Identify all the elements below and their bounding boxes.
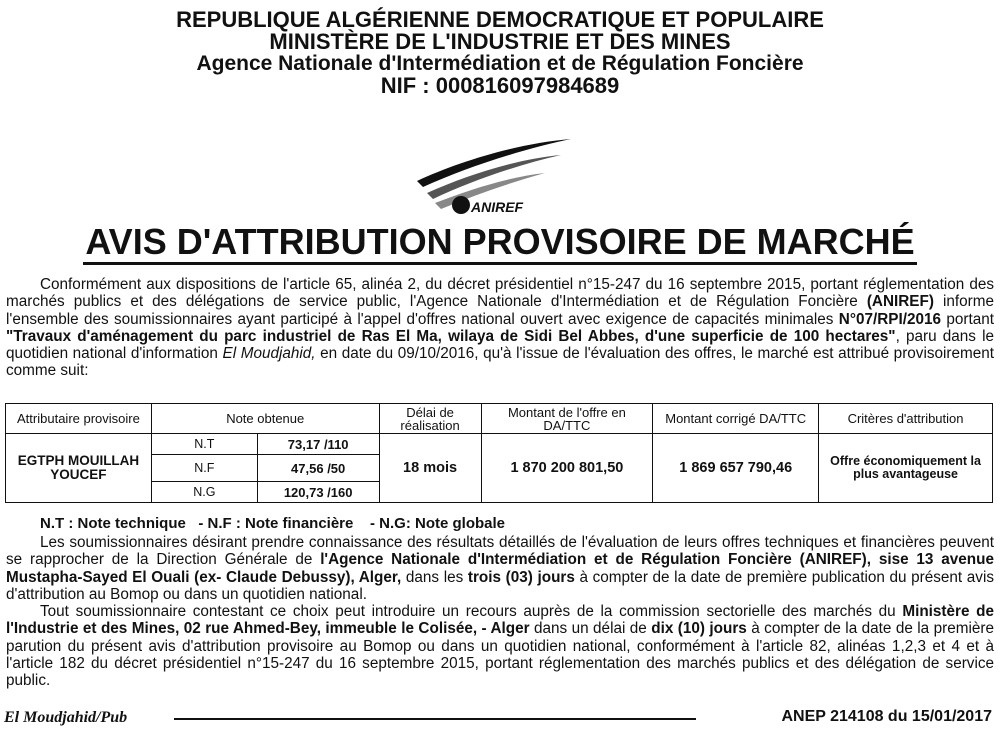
table-header-row	[6, 404, 993, 434]
note-label-nf: N.F	[151, 455, 257, 482]
document-header	[0, 9, 1000, 97]
header-criteres: Critères d'attribution	[819, 404, 993, 434]
body-paragraphs	[6, 534, 994, 690]
header-montant-offre: Montant de l'offre en DA/TTC	[481, 404, 653, 434]
award-table	[5, 403, 993, 503]
intro-paragraph: Conformément aux dispositions de l'article 65, alinéa 2, du décret présidentiel n°15-247 du 16 septembre 2015, portant réglementation des marchés publics et des délégations de service public, l'Agence Nationale d'Intermédiation et de Régulation Foncière (ANIREF) informe l'ensemble des soumissionnaires ayant participé à l'appel d'offres national ouvert avec exigence de capacités minimales N°07/RPI/2016 portant "Travaux d'aménagement du parc industriel de Ras El Ma, wilaya de Sidi Bel Abbes, d'une superficie de 100 hectares", paru dans le quotidien national d'information El Moudjahid, en date du 09/10/2016, qu'à l'issue de l'évaluation des offres, le marché est attribué provisoirement comme suit:	[6, 276, 995, 380]
table-row	[6, 434, 993, 455]
cell-delai: 18 mois	[379, 434, 481, 503]
footer-divider	[174, 718, 696, 720]
agency-line: Agence Nationale d'Intermédiation et de Régulation Foncière	[196, 52, 804, 75]
aniref-logo	[405, 131, 585, 219]
cell-attributaire: EGTPH MOUILLAH YOUCEF	[6, 434, 152, 503]
cell-montant-offre: 1 870 200 801,50	[481, 434, 653, 503]
note-value-nt: 73,17 /110	[257, 434, 379, 455]
nif-line: NIF : 000816097984689	[380, 73, 620, 98]
header-montant-corrige: Montant corrigé DA/TTC	[653, 404, 819, 434]
note-value-nf: 47,56 /50	[257, 455, 379, 482]
notes-legend: N.T : Note technique - N.F : Note financière - N.G: Note globale	[40, 515, 506, 532]
notice-title: AVIS D'ATTRIBUTION PROVISOIRE DE MARCHÉ	[0, 224, 1000, 260]
consultation-paragraph: Les soumissionnaires désirant prendre connaissance des résultats détaillés de l'évaluation de leurs offres techniques et financières peuvent se rapprocher de la Direction Générale de l'Agence Nationale d'Intermédiation et de Régulation Foncière (ANIREF), sise 13 avenue Mustapha-Sayed El Ouali (ex- Claude Debussy), Alger, dans les trois (03) jours à compter de la date de première publication du présent avis d'attribution au Bomop ou dans un quotidien national.	[6, 534, 994, 603]
header-attributaire: Attributaire provisoire	[6, 404, 152, 434]
header-delai: Délai de réalisation	[379, 404, 481, 434]
republic-line: REPUBLIQUE ALGÉRIENNE DEMOCRATIQUE ET POPULAIRE	[176, 7, 824, 32]
appeal-paragraph: Tout soumissionnaire contestant ce choix peut introduire un recours auprès de la commission sectorielle des marchés du Ministère de l'Industrie et des Mines, 02 rue Ahmed-Bey, immeuble le Colisée, - Alger dans un délai de dix (10) jours à compter de la date de la première parution du présent avis d'attribution provisoire au Bomop ou dans un quotidien national, conformément à l'article 82, alinéas 1,2,3 et 4 et à l'article 182 du décret présidentiel n°15-247 du 16 septembre 2015, portant réglementation des marchés publics et des délégation de service public.	[6, 603, 994, 690]
publication-source: El Moudjahid/Pub	[4, 709, 128, 726]
cell-montant-corrige: 1 869 657 790,46	[653, 434, 819, 503]
logo-text: ANIREF	[471, 199, 524, 215]
anep-reference: ANEP 214108 du 15/01/2017	[781, 708, 992, 725]
note-label-nt: N.T	[151, 434, 257, 455]
cell-criteres: Offre économiquement la plus avantageuse	[819, 434, 993, 503]
note-label-ng: N.G	[151, 482, 257, 503]
ministry-line: MINISTÈRE DE L'INDUSTRIE ET DES MINES	[269, 29, 731, 54]
header-note: Note obtenue	[151, 404, 379, 434]
note-value-ng: 120,73 /160	[257, 482, 379, 503]
